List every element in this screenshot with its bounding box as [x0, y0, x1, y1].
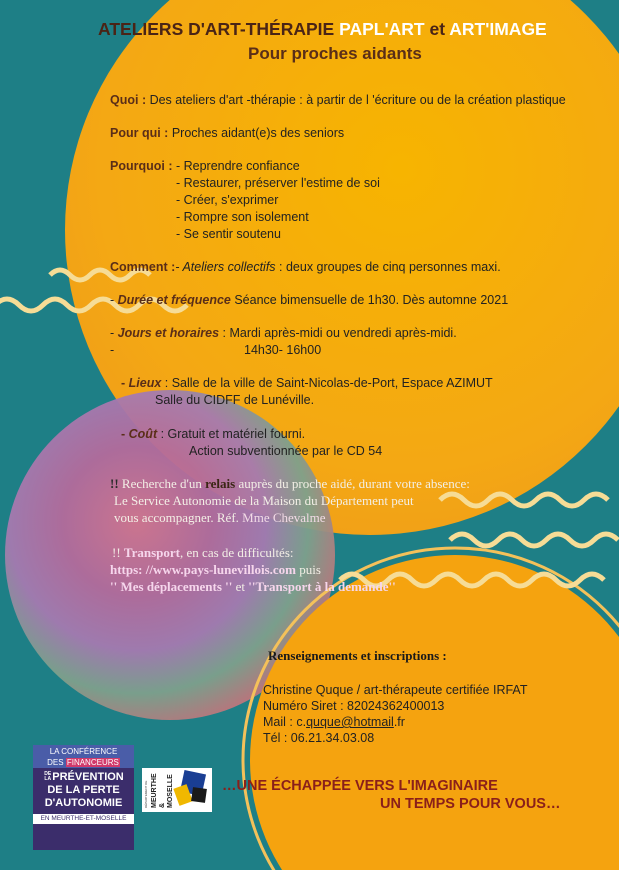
duree-label: Durée et fréquence: [117, 293, 231, 307]
transport-puis: puis: [296, 562, 321, 577]
mail-link[interactable]: quque@hotmail: [306, 715, 394, 729]
contact-heading: Renseignements et inscriptions :: [268, 648, 447, 663]
conference-logo: [33, 745, 134, 850]
title-and: et: [424, 19, 450, 39]
cout-line-2: Action subventionnée par le CD 54: [189, 444, 383, 458]
lieux-dash: -: [121, 376, 129, 390]
tagline-line-2: UN TEMPS POUR VOUS…: [380, 796, 561, 812]
relais-pre: Recherche d'un: [121, 476, 206, 491]
section-jours: [110, 325, 457, 341]
logo-prevention: PRÉVENTION: [52, 771, 124, 783]
mail-post: .fr: [393, 715, 405, 729]
relais-line-2: Le Service Autonomie de la Maison du Département peut: [114, 493, 414, 508]
mm-logo-small: DÉPARTEMENT DE: [144, 780, 148, 808]
pourquoi-item: - Rompre son isolement: [176, 210, 309, 224]
contact-phone: Tél : 06.21.34.03.08: [263, 731, 375, 745]
jours-text: : Mardi après-midi ou vendredi après-midi.: [219, 326, 457, 340]
cout-label: Coût: [128, 427, 158, 441]
relais-line-3-text: vous accompagner. Réf.: [114, 510, 243, 525]
section-cout: [121, 426, 305, 442]
relais-bold: relais: [205, 476, 236, 491]
transport-url[interactable]: https: //www.pays-lunevillois.com: [110, 562, 296, 577]
comment-italic: - Ateliers collectifs: [175, 260, 276, 274]
logo-financeurs: FINANCEURS: [66, 758, 119, 767]
section-lieux: [121, 375, 493, 391]
mm-logo-mark: [176, 772, 210, 808]
duree-dash: -: [110, 293, 118, 307]
pourquoi-item: - Restaurer, préserver l'estime de soi: [176, 176, 380, 190]
title-brand-1: PAPL'ART: [339, 19, 425, 39]
logo-de-la: DE LA: [44, 771, 52, 783]
tagline-line-1: …UNE ÉCHAPPÉE VERS L'IMAGINAIRE: [222, 778, 498, 794]
jours-hours: 14h30- 16h00: [244, 343, 322, 357]
contact-siret: Numéro Siret : 82024362400013: [263, 699, 445, 713]
transport-line-3: [110, 579, 396, 595]
mail-label: Mail :: [263, 715, 297, 729]
lieux-line-2: Salle du CIDFF de Lunéville.: [155, 393, 315, 407]
quoi-text: Des ateliers d'art -thérapie : à partir de l 'écriture ou de la création plastique: [149, 93, 566, 107]
quoi-label: Quoi :: [110, 93, 150, 107]
section-comment: [110, 259, 501, 275]
transport-option-2: ''Transport à la demande'': [248, 579, 396, 594]
jours-label: Jours et horaires: [117, 326, 220, 340]
lieux-label: Lieux: [128, 376, 162, 390]
transport-line-2: [110, 562, 321, 578]
logo-line-5: D'AUTONOMIE: [44, 797, 123, 809]
transport-text: , en cas de difficultés:: [180, 545, 294, 560]
mm-logo-moselle: & MOSELLE: [159, 774, 174, 808]
duree-text: Séance bimensuelle de 1h30. Dès automne 2021: [230, 293, 509, 307]
mm-logo-name: [151, 772, 175, 808]
pour-qui-label: Pour qui :: [110, 126, 172, 140]
section-pourquoi: [110, 158, 300, 174]
page-subtitle: Pour proches aidants: [248, 44, 422, 63]
title-main: ATELIERS D'ART-THÉRAPIE: [98, 19, 340, 39]
relais-prefix: !!: [110, 476, 122, 491]
contact-name: Christine Quque / art-thérapeute certifiée IRFAT: [263, 683, 528, 697]
pourquoi-item: - Créer, s'exprimer: [176, 193, 279, 207]
mm-logo-meurthe: MEURTHE: [151, 773, 158, 808]
transport-line-1: [112, 545, 294, 561]
logo-line-3: [33, 771, 134, 784]
comment-text: : deux groupes de cinq personnes maxi.: [275, 260, 501, 274]
mail-pre: c.: [296, 715, 307, 729]
cout-dash: -: [121, 427, 129, 441]
wave-line-right-2: [450, 534, 618, 546]
cout-line-1: : Gratuit et matériel fourni.: [157, 427, 306, 441]
pourquoi-item: - Reprendre confiance: [175, 159, 300, 173]
page-title: [98, 18, 547, 40]
section-quoi: [110, 92, 566, 108]
pourquoi-item: - Se sentir soutenu: [176, 227, 281, 241]
transport-prefix: !!: [112, 545, 124, 560]
logo-line-2: [33, 757, 134, 768]
logo-des: DES: [47, 758, 66, 767]
logo-line-1: LA CONFÉRENCE: [33, 745, 134, 757]
transport-label: Transport: [123, 545, 181, 560]
logo-line-6: EN MEURTHE-ET-MOSELLE: [33, 814, 134, 824]
lieux-line-1: : Salle de la ville de Saint-Nicolas-de-Port, Espace AZIMUT: [161, 376, 493, 390]
section-duree: [110, 292, 508, 308]
meurthe-moselle-logo: [142, 768, 212, 812]
pourquoi-label: Pourquoi :: [110, 159, 176, 173]
pour-qui-text: Proches aidant(e)s des seniors: [171, 126, 345, 140]
section-pour-qui: [110, 125, 344, 141]
relais-post: auprès du proche aidé, durant votre absence:: [235, 476, 470, 491]
relais-contact: Mme Chevalme: [242, 510, 326, 525]
relais-line-1: [110, 476, 470, 492]
logo-line-4: DE LA PERTE: [47, 784, 120, 796]
jours-dash: -: [110, 326, 118, 340]
transport-et: et: [232, 579, 249, 594]
comment-label: Comment :: [110, 260, 176, 274]
jours-dash-2: -: [110, 343, 115, 357]
contact-mail: [263, 714, 405, 730]
transport-option-1: '' Mes déplacements '': [110, 579, 233, 594]
title-brand-2: ART'IMAGE: [449, 19, 547, 39]
relais-line-3: [114, 510, 326, 526]
